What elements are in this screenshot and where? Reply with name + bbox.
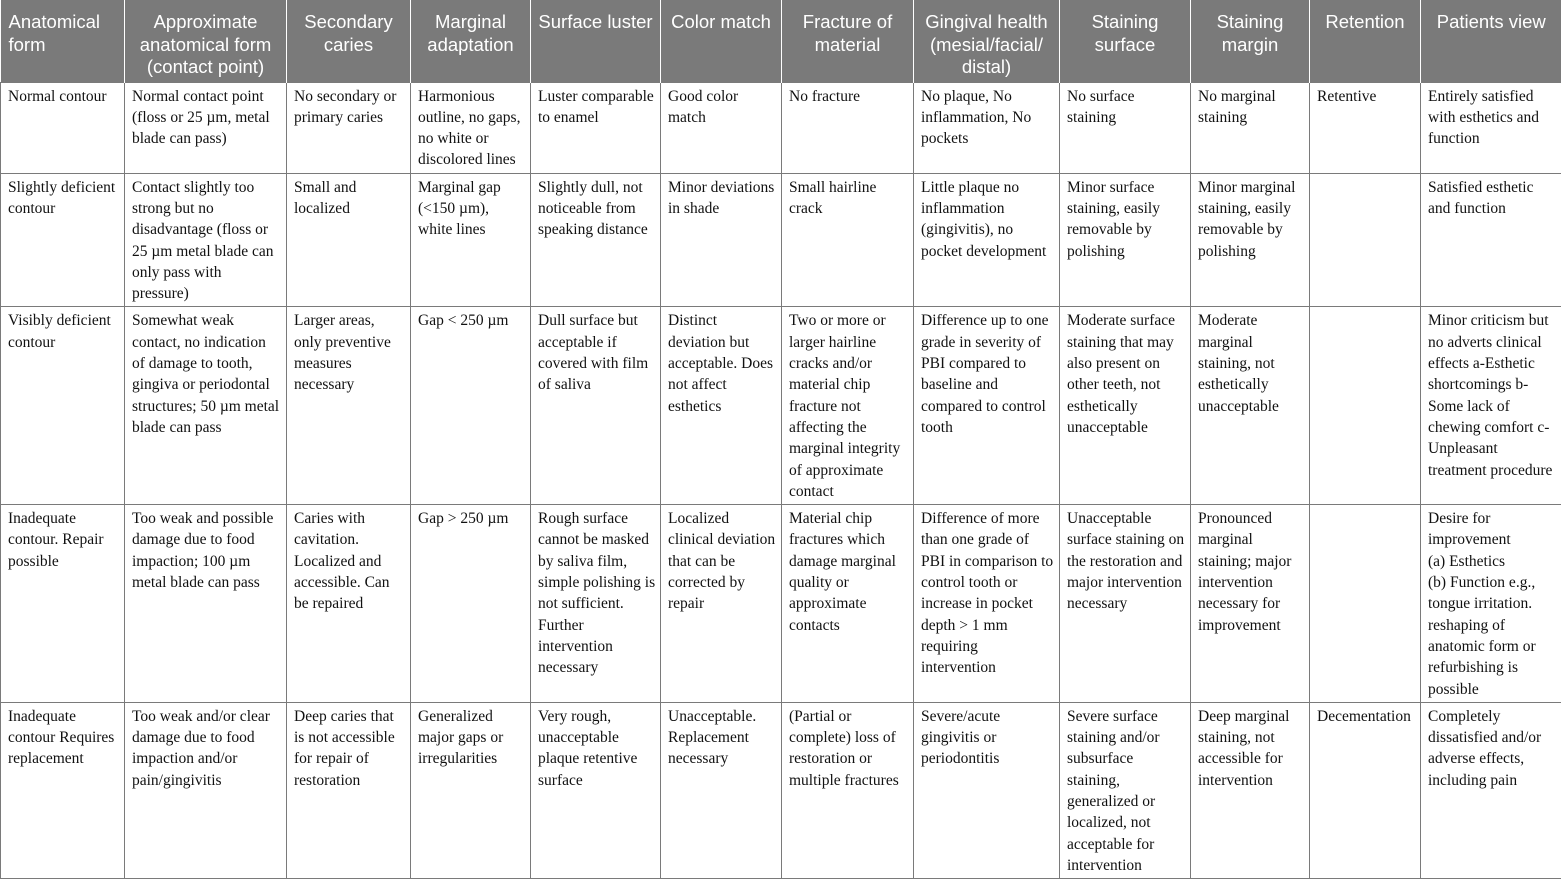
table-cell: Luster comparable to enamel xyxy=(531,82,661,173)
table-cell: No secondary or primary caries xyxy=(287,82,411,173)
table-cell: Minor deviations in shade xyxy=(661,173,782,307)
header-row xyxy=(1,0,1561,82)
table-row xyxy=(1,173,1561,307)
cell-line: (b) Function e.g., tongue irritation. reshaping of anatomic form or refurbishing is possible xyxy=(1428,572,1557,700)
table-cell: Contact slightly too strong but no disadvantage (floss or 25 µm metal blade can only pass with pressure) xyxy=(125,173,287,307)
table-cell: Minor surface staining, easily removable by polishing xyxy=(1060,173,1191,307)
table-cell: Inadequate contour. Repair possible xyxy=(1,505,125,703)
table-cell: Dull surface but acceptable if covered with film of saliva xyxy=(531,307,661,505)
table-cell: Difference up to one grade in severity of PBI compared to baseline and compared to control tooth xyxy=(914,307,1060,505)
table-cell: Distinct deviation but acceptable. Does not affect esthetics xyxy=(661,307,782,505)
header-anatomical-form: Anatomical form xyxy=(1,0,125,82)
table-cell: Good color match xyxy=(661,82,782,173)
table-cell xyxy=(1310,307,1421,505)
table-cell: Minor criticism but no adverts clinical effects a-Esthetic shortcomings b-Some lack of chewing comfort c-Unpleasant treatment procedure xyxy=(1421,307,1561,505)
table-cell: Moderate surface staining that may also present on other teeth, not esthetically unacceptable xyxy=(1060,307,1191,505)
table-cell: Too weak and/or clear damage due to food impaction and/or pain/gingivitis xyxy=(125,702,287,878)
table-cell: Slightly deficient contour xyxy=(1,173,125,307)
header-staining-surface: Staining surface xyxy=(1060,0,1191,82)
table-cell: Rough surface cannot be masked by saliva film, simple polishing is not sufficient. Further intervention necessary xyxy=(531,505,661,703)
table-cell: Satisfied esthetic and function xyxy=(1421,173,1561,307)
table-cell: Two or more or larger hairline cracks and/or material chip fracture not affecting the marginal integrity of approximate contact xyxy=(782,307,914,505)
table-cell: Small hairline crack xyxy=(782,173,914,307)
table-cell: Unacceptable surface staining on the restoration and major intervention necessary xyxy=(1060,505,1191,703)
table-cell: Normal contact point (floss or 25 µm, metal blade can pass) xyxy=(125,82,287,173)
table-cell: Slightly dull, not noticeable from speaking distance xyxy=(531,173,661,307)
table-cell: Very rough, unacceptable plaque retentive surface xyxy=(531,702,661,878)
table-cell: Visibly deficient contour xyxy=(1,307,125,505)
table-cell: Generalized major gaps or irregularities xyxy=(411,702,531,878)
table-cell: Normal contour xyxy=(1,82,125,173)
table-cell: Too weak and possible damage due to food impaction; 100 µm metal blade can pass xyxy=(125,505,287,703)
table-cell: Marginal gap (<150 µm), white lines xyxy=(411,173,531,307)
header-color-match: Color match xyxy=(661,0,782,82)
table-cell: Material chip fractures which damage marginal quality or approximate contacts xyxy=(782,505,914,703)
table-cell: Completely dissatisfied and/or adverse effects, including pain xyxy=(1421,702,1561,878)
table-cell: Harmonious outline, no gaps, no white or discolored lines xyxy=(411,82,531,173)
cell-line: (a) Esthetics xyxy=(1428,551,1557,572)
table-body xyxy=(1,82,1561,879)
table-cell: No fracture xyxy=(782,82,914,173)
table-cell: Unacceptable. Replacement necessary xyxy=(661,702,782,878)
table-cell: Little plaque no inflammation (gingivitis), no pocket development xyxy=(914,173,1060,307)
table-cell: Retentive xyxy=(1310,82,1421,173)
table-cell: Decementation xyxy=(1310,702,1421,878)
table-cell: Severe/acute gingivitis or periodontitis xyxy=(914,702,1060,878)
header-patients-view: Patients view xyxy=(1421,0,1561,82)
table-cell: No surface staining xyxy=(1060,82,1191,173)
table-cell: No plaque, No inflammation, No pockets xyxy=(914,82,1060,173)
table-cell: Moderate marginal staining, not esthetically unacceptable xyxy=(1191,307,1310,505)
table-cell: Difference of more than one grade of PBI in comparison to control tooth or increase in pocket depth > 1 mm requiring intervention xyxy=(914,505,1060,703)
table-cell: No marginal staining xyxy=(1191,82,1310,173)
table-cell: Entirely satisfied with esthetics and function xyxy=(1421,82,1561,173)
table-cell: Severe surface staining and/or subsurface staining, generalized or localized, not acceptable for intervention xyxy=(1060,702,1191,878)
table-cell: (Partial or complete) loss of restoration or multiple fractures xyxy=(782,702,914,878)
header-marginal-adaptation: Marginal adaptation xyxy=(411,0,531,82)
cell-line: Desire for improvement xyxy=(1428,508,1557,551)
table-row xyxy=(1,702,1561,878)
table-cell xyxy=(1310,505,1421,703)
table-cell: Deep marginal staining, not accessible for intervention xyxy=(1191,702,1310,878)
table-cell: Somewhat weak contact, no indication of damage to tooth, gingiva or periodontal structures; 50 µm metal blade can pass xyxy=(125,307,287,505)
table-cell xyxy=(1310,173,1421,307)
header-approximate-anatomical-form: Approximate anatomical form (contact point) xyxy=(125,0,287,82)
table-cell: Minor marginal staining, easily removable by polishing xyxy=(1191,173,1310,307)
header-gingival-health: Gingival health (mesial/facial/ distal) xyxy=(914,0,1060,82)
table-row xyxy=(1,82,1561,173)
table-cell: Small and localized xyxy=(287,173,411,307)
header-secondary-caries: Secondary caries xyxy=(287,0,411,82)
header-surface-luster: Surface luster xyxy=(531,0,661,82)
table-cell: Localized clinical deviation that can be corrected by repair xyxy=(661,505,782,703)
table-cell: Deep caries that is not accessible for repair of restoration xyxy=(287,702,411,878)
table-cell: Pronounced marginal staining; major intervention necessary for improvement xyxy=(1191,505,1310,703)
table-row xyxy=(1,307,1561,505)
table-cell: Larger areas, only preventive measures necessary xyxy=(287,307,411,505)
header-retention: Retention xyxy=(1310,0,1421,82)
table-cell: Caries with cavitation. Localized and accessible. Can be repaired xyxy=(287,505,411,703)
header-fracture-of-material: Fracture of material xyxy=(782,0,914,82)
table-cell: Gap > 250 µm xyxy=(411,505,531,703)
header-staining-margin: Staining margin xyxy=(1191,0,1310,82)
table-cell: Inadequate contour Requires replacement xyxy=(1,702,125,878)
table-cell: Gap < 250 µm xyxy=(411,307,531,505)
table-cell xyxy=(1421,505,1561,703)
table-row xyxy=(1,505,1561,703)
